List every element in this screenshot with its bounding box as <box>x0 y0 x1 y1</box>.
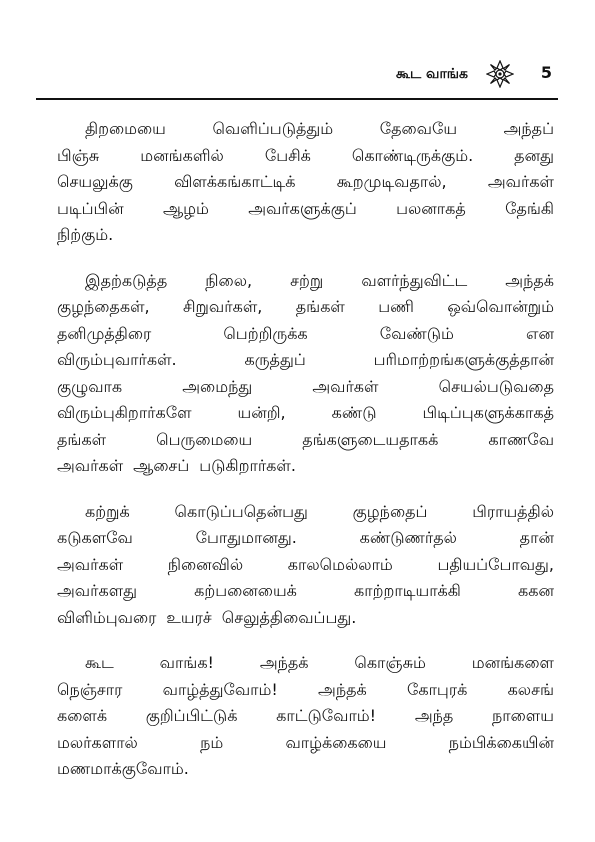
word: செயலுக்கு <box>57 172 133 191</box>
word: கொண்டிருக்கும். <box>351 145 474 165</box>
word: பெற்றிருக்க <box>223 323 308 343</box>
word: அவர்கள் <box>487 172 554 191</box>
word: நினைவில் <box>167 554 244 574</box>
paragraph <box>57 499 554 632</box>
word: அந்த <box>414 706 454 725</box>
word: சற்று <box>290 270 324 290</box>
word: திறமையை <box>85 119 166 138</box>
word: விளக்கங்காட்டிக் <box>174 172 296 191</box>
word: நிலை, <box>205 270 253 290</box>
word: தனது <box>514 145 554 165</box>
word: மணமாக்குவோம். <box>57 759 189 778</box>
text-line <box>57 605 554 632</box>
word: என <box>526 323 554 343</box>
word: தான் <box>519 528 554 547</box>
word: குழுவாக <box>57 376 123 396</box>
word: ஒவ்வொன்றும் <box>447 297 554 316</box>
text-line <box>57 374 554 401</box>
word: அவர்களது <box>57 581 137 600</box>
word: மனங்களை <box>471 653 554 672</box>
word: வாங்க! <box>159 653 214 672</box>
text-line <box>57 427 554 454</box>
text-line <box>57 347 554 374</box>
paragraph <box>57 650 554 783</box>
word: வாழ்த்துவோம்! <box>162 679 278 699</box>
text-line <box>57 196 554 223</box>
text-line <box>57 756 554 783</box>
word: கடுகளவே <box>57 528 133 547</box>
word: ககன <box>518 581 554 600</box>
word: காற்றாடியாக்கி <box>354 581 461 600</box>
word: அந்தப் <box>503 119 554 138</box>
running-title: கூட வாங்க <box>396 66 468 82</box>
word: பணி <box>378 297 414 316</box>
word: வேண்டும் <box>379 323 454 343</box>
word: பதியப்போவது, <box>437 554 554 574</box>
word: கூறமுடிவதால், <box>336 172 447 191</box>
word: கற்பனையைக் <box>194 581 297 600</box>
flower-ornament-icon <box>486 60 514 88</box>
text-line <box>57 677 554 704</box>
word: விளிம்புவரை <box>57 607 157 627</box>
text-line <box>57 222 554 249</box>
text-line <box>57 268 554 295</box>
word: அந்தக் <box>318 679 367 699</box>
word: விரும்புவார்கள். <box>57 350 177 369</box>
word: காட்டுவோம்! <box>276 706 377 725</box>
word: கற்றுக் <box>85 501 130 521</box>
word: அவர்களுக்குப் <box>248 198 357 218</box>
text-line <box>57 116 554 143</box>
word: நம்பிக்கையின் <box>448 732 554 752</box>
text-line <box>57 499 554 526</box>
text-line <box>57 169 554 196</box>
word: பரிமாற்றங்களுக்குத்தான் <box>373 350 554 369</box>
word: செலுத்திவைப்பது. <box>221 607 357 627</box>
word: நிற்கும். <box>57 225 114 244</box>
text-line <box>57 730 554 757</box>
word: காலமெல்லாம் <box>287 554 393 574</box>
word: தேங்கி <box>505 198 554 218</box>
text-line <box>57 143 554 170</box>
text-line <box>57 400 554 427</box>
word: களைக் <box>57 706 108 725</box>
word: அந்தக் <box>259 653 309 672</box>
word: அவர்கள் <box>57 456 124 475</box>
word: தேவையே <box>379 119 458 138</box>
word: குறிப்பிட்டுக் <box>145 706 238 725</box>
word: நாளைய <box>492 706 554 725</box>
word: பலனாகத் <box>396 198 466 218</box>
text-line <box>57 650 554 677</box>
word: அவர்கள் <box>57 554 124 574</box>
word: படிப்பின் <box>57 198 124 218</box>
word: பிராயத்தில் <box>472 501 554 521</box>
word: உயரச் <box>166 607 212 627</box>
word: மனங்களில் <box>140 145 224 165</box>
paragraph <box>57 116 554 249</box>
word: அந்தக் <box>505 270 554 290</box>
word: கோபுரக் <box>406 679 468 699</box>
word: போதுமானது. <box>195 528 297 547</box>
body-text <box>57 116 554 802</box>
text-line <box>57 703 554 730</box>
text-line <box>57 552 554 579</box>
word: கொடுப்பதென்பது <box>174 501 308 521</box>
word: அவர்கள் <box>312 376 379 396</box>
word: வெளிப்படுத்தும் <box>212 119 334 138</box>
text-line <box>57 294 554 321</box>
word: கலசங் <box>507 679 554 699</box>
word: கண்டுணர்தல் <box>359 528 457 547</box>
word: வாழ்க்கையை <box>285 732 387 752</box>
word: பிஞ்சு <box>57 145 100 165</box>
text-line <box>57 525 554 552</box>
page-number: 5 <box>540 63 552 82</box>
word: வளர்ந்துவிட்ட <box>361 270 468 290</box>
word: பெருமையை <box>156 429 253 449</box>
word: கொஞ்சும் <box>354 653 426 672</box>
word: காணவே <box>488 429 554 449</box>
word: கூட <box>85 653 114 672</box>
word: கண்டு <box>331 403 377 422</box>
page-header <box>36 60 556 96</box>
word: தனிமுத்திரை <box>57 323 152 343</box>
word: நெஞ்சார <box>57 679 123 699</box>
word: ஆசைப் <box>133 456 190 475</box>
word: அமைந்து <box>182 376 253 396</box>
word: குழந்தைகள், <box>57 297 150 316</box>
word: சிறுவர்கள், <box>183 297 263 316</box>
word: தங்கள் <box>57 429 107 449</box>
word: படுகிறார்கள். <box>199 456 296 475</box>
word: செயல்படுவதை <box>438 376 554 396</box>
header-rule <box>36 98 558 100</box>
word: ஆழம் <box>162 198 209 218</box>
word: குழந்தைப் <box>352 501 428 521</box>
text-line <box>57 321 554 348</box>
word: இதற்கடுத்த <box>85 270 168 290</box>
word: விரும்புகிறார்களே <box>57 403 192 422</box>
word: பேசிக் <box>264 145 311 165</box>
text-line <box>57 453 554 480</box>
text-line <box>57 578 554 605</box>
word: கருத்துப் <box>244 350 306 369</box>
word: பிடிப்புகளுக்காகத் <box>422 403 554 422</box>
word: யன்றி, <box>237 403 286 422</box>
word: தங்கள் <box>295 297 345 316</box>
word: நம் <box>200 732 224 752</box>
word: தங்களுடையதாகக் <box>302 429 439 449</box>
word: மலர்களால் <box>57 732 138 752</box>
paragraph <box>57 268 554 480</box>
